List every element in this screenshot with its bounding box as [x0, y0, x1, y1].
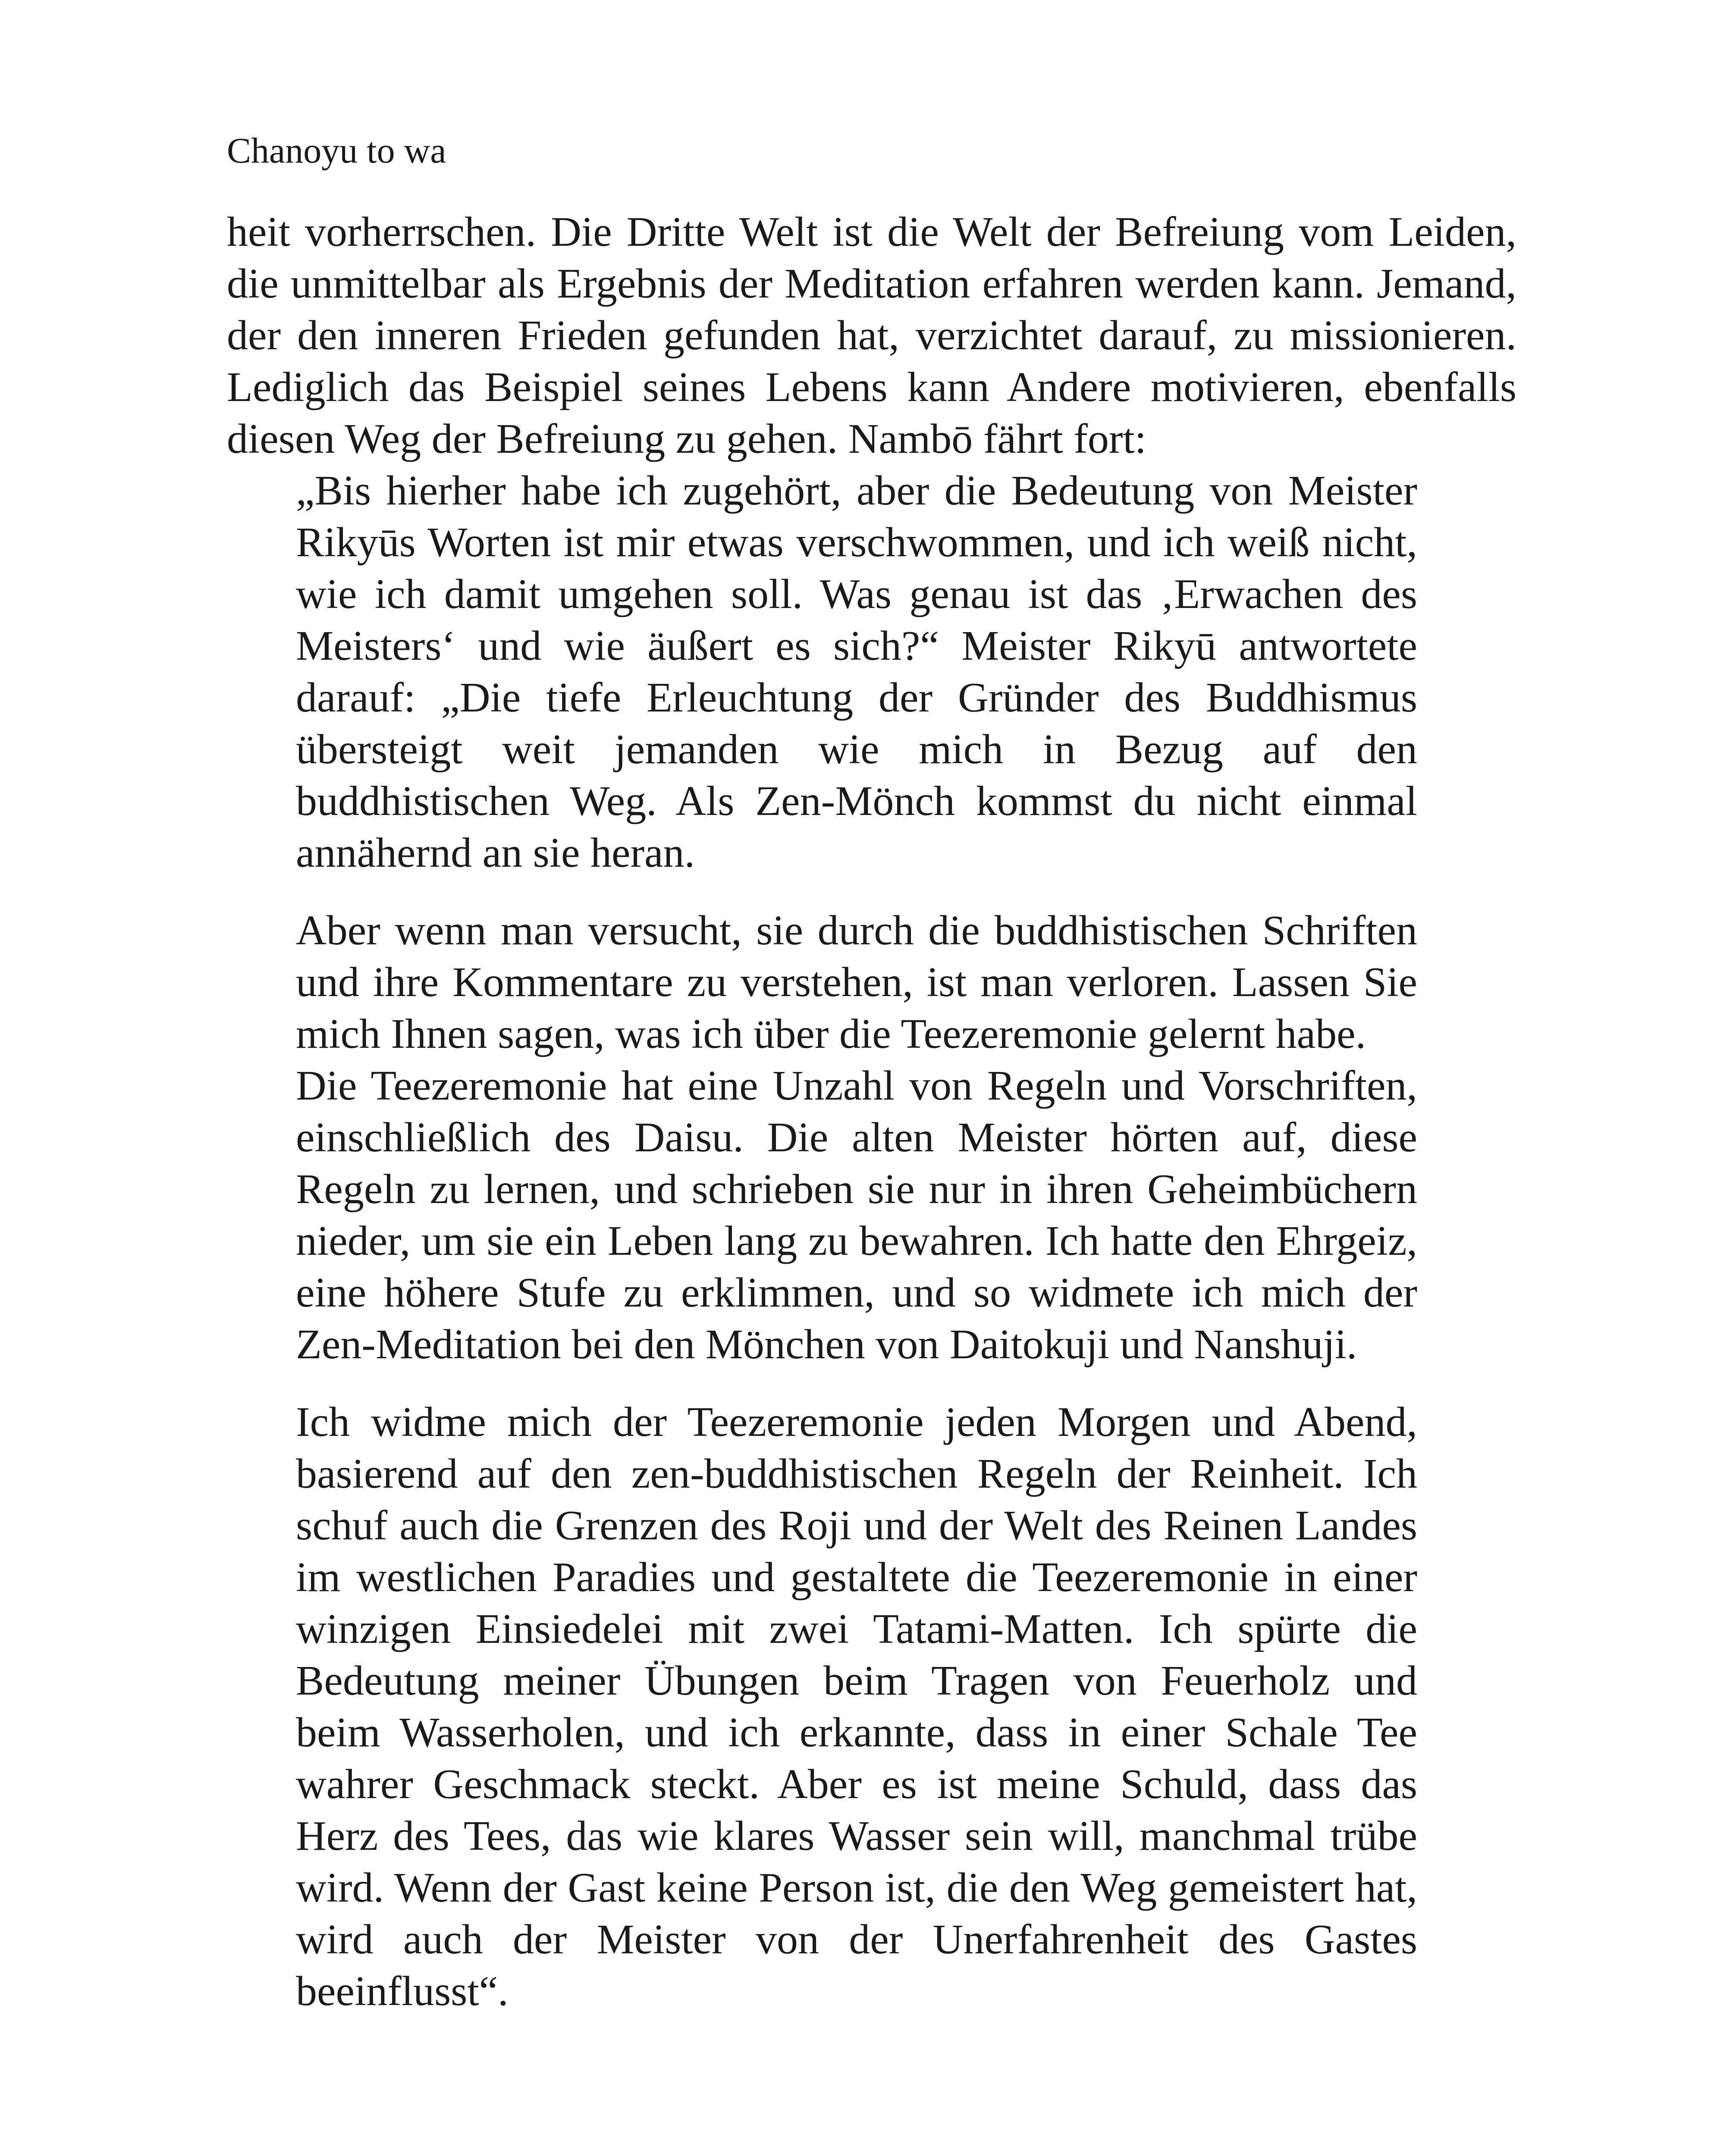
intro-paragraph: heit vorherrschen. Die Dritte Welt ist die Welt der Befreiung vom Leiden, die unmittelbar als Ergebnis der Meditation erfahren werden kann. Jemand, der den inneren Frieden gefunden hat, verzichtet darauf, zu missionieren. Lediglich das Beispiel seines Lebens kann Andere motivieren, ebenfalls diesen Weg der Befreiung zu gehen. Nambō fährt fort:: [227, 209, 1516, 462]
quote-paragraph: Die Teezeremonie hat eine Unzahl von Regeln und Vorschriften, einschließlich des Daisu. Die alten Meister hörten auf, diese Regeln zu lernen, und schrieben sie nur in ihren Geheimbüchern nieder, um sie ein Leben lang zu bewahren. Ich hatte den Ehrgeiz, eine höhere Stufe zu erklimmen, und so widmete ich mich der Zen-Meditation bei den Mönchen von Daitokuji und Nanshuji.: [296, 1062, 1417, 1368]
quote-paragraph: Ich widme mich der Teezeremonie jeden Morgen und Abend, basierend auf den zen-buddhistischen Regeln der Reinheit. Ich schuf auch die Grenzen des Roji und der Welt des Reinen Landes im westlichen Paradies und gestaltete die Teezeremonie in einer winzigen Einsiedelei mit zwei Tatami-Matten. Ich spürte die Bedeutung meiner Übungen beim Tragen von Feuerholz und beim Wasserholen, und ich erkannte, dass in einer Schale Tee wahrer Geschmack steckt. Aber es ist meine Schuld, dass das Herz des Tees, das wie klares Wasser sein will, manchmal trübe wird. Wenn der Gast keine Person ist, die den Weg gemeistert hat, wird auch der Meister von der Unerfahrenheit des Gastes beeinflusst“.: [296, 1399, 1417, 2015]
quote-paragraph: „Bis hierher habe ich zugehört, aber die Bedeutung von Meister Rikyūs Worten ist mir etwas verschwommen, und ich weiß nicht, wie ich damit umgehen soll. Was genau ist das ‚Erwachen des Meisters‘ und wie äußert es sich?“ Meister Rikyū antwortete darauf: „Die tiefe Erleuchtung der Gründer des Buddhismus übersteigt weit jemanden wie mich in Bezug auf den buddhistischen Weg. Als Zen-Mönch kommst du nicht einmal annähernd an sie heran.: [296, 467, 1417, 876]
running-title: Chanoyu to wa: [227, 131, 446, 171]
main-text: [227, 206, 1516, 2017]
quote-paragraph: Aber wenn man versucht, sie durch die buddhistischen Schriften und ihre Kommentare zu verstehen, ist man verloren. Lassen Sie mich Ihnen sagen, was ich über die Teezeremonie gelernt habe.: [296, 907, 1417, 1057]
block-quote: [296, 465, 1417, 2017]
